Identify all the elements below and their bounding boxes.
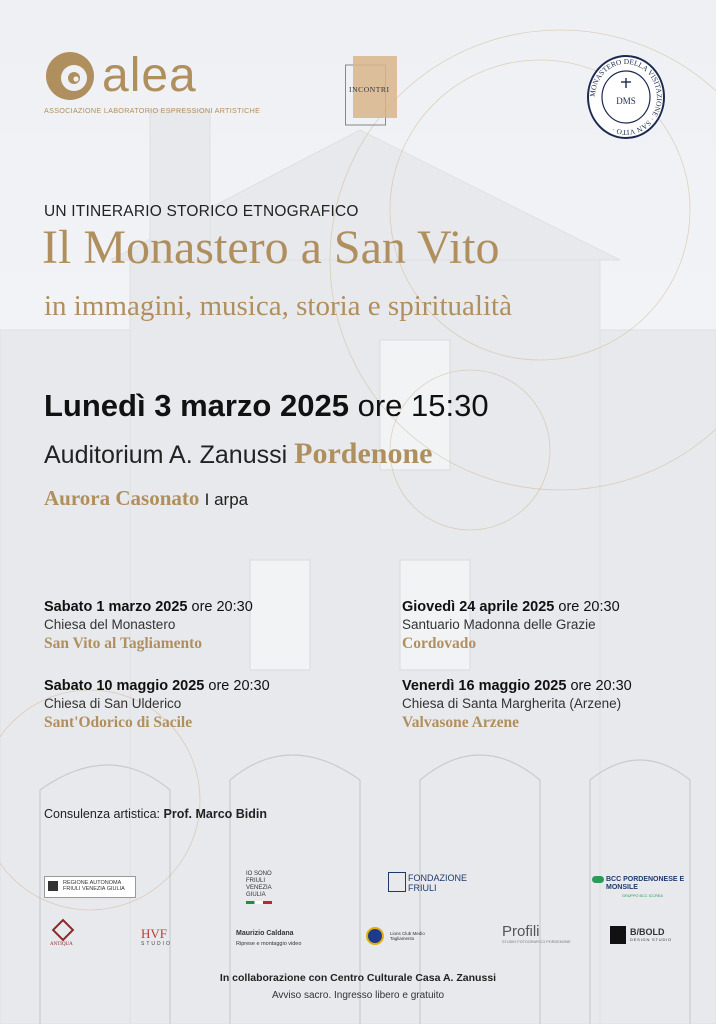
event-date: Sabato 10 maggio 2025 (44, 678, 205, 694)
performer-line (44, 486, 248, 511)
lions-emblem-icon (366, 927, 384, 945)
bold-logo-icon (610, 926, 626, 944)
event-city: Sant'Odorico di Sacile (44, 714, 193, 731)
event-place: Chiesa di Santa Margherita (Arzene) (402, 696, 622, 711)
monastery-seal (586, 54, 666, 140)
main-event-venue: Auditorium A. Zanussi (44, 441, 288, 469)
consultancy-label: Consulenza artistica: (44, 807, 161, 821)
caldana-name: Maurizio Caldana (236, 930, 294, 937)
performer-name: Aurora Casonato (44, 486, 200, 510)
sponsor-hvf (141, 927, 181, 948)
sponsor-profili (502, 923, 572, 945)
event-date: Sabato 1 marzo 2025 (44, 599, 188, 615)
performer-role: I arpa (204, 490, 249, 509)
consultancy-name: Prof. Marco Bidin (163, 807, 267, 821)
profili-label: Profili (502, 923, 540, 940)
consultancy (44, 807, 267, 821)
sponsor-regione (44, 876, 136, 898)
event-place: Santuario Madonna delle Grazie (402, 617, 596, 632)
event-item (402, 599, 716, 653)
event-item (44, 599, 364, 653)
seal-center-text: DMS (616, 96, 636, 106)
hvf-label: HVF (141, 926, 168, 941)
title: Il Monastero a San Vito (42, 221, 500, 274)
hvf-sub: STUDIO (141, 940, 172, 947)
event-city: Valvasone Arzene (402, 714, 519, 731)
event-place: Chiesa del Monastero (44, 617, 176, 632)
event-time: ore 20:30 (558, 599, 620, 615)
event-time: ore 20:30 (208, 678, 270, 694)
subtitle: in immagini, musica, storia e spiritualità (44, 290, 512, 322)
event-date: Giovedì 24 aprile 2025 (402, 599, 555, 615)
event-time: ore 20:30 (570, 678, 632, 694)
alea-wordmark: alea (102, 49, 197, 102)
event-time: ore 20:30 (191, 599, 253, 615)
main-event-datetime (44, 388, 489, 424)
event-city: San Vito al Tagliamento (44, 635, 203, 652)
caldana-role: Riprese e montaggio video (236, 941, 302, 948)
event-city: Cordovado (402, 635, 477, 652)
bcc-label: BCC PORDENONESE E MONSILE (606, 876, 685, 892)
kicker: UN ITINERARIO STORICO ETNOGRAFICO (44, 203, 359, 220)
main-event-time: ore 15:30 (357, 388, 489, 423)
collaboration-note: In collaborazione con Centro Culturale Casa A. Zanussi (219, 972, 497, 984)
seal-ring-text: MONASTERO DELLA VISITAZIONE · SAN VITO · (587, 56, 665, 138)
event-date: Venerdì 16 maggio 2025 (402, 678, 567, 694)
incontri-logo (345, 56, 401, 126)
profili-sub: STUDIO FOTOGRAFICO PORDENONE (502, 940, 571, 945)
io-sono-label: IO SONO FRIULI VENEZIA GIULIA (246, 871, 272, 898)
sponsor-io-sono (246, 871, 286, 904)
main-event-city: Pordenone (294, 437, 433, 470)
main-event-venue-line (44, 437, 432, 471)
sponsor-caldana (236, 930, 346, 947)
event-item (44, 678, 364, 732)
flag-stripe-icon (246, 901, 272, 904)
lions-label: Lions Club Medio Tagliamento (390, 931, 425, 942)
fondazione-icon (388, 872, 406, 892)
bcc-logo-icon (592, 876, 604, 883)
main-event-date: Lunedì 3 marzo 2025 (44, 388, 349, 423)
alea-spiral-icon (44, 50, 96, 102)
antiqua-label: ANTIQUA (50, 942, 73, 947)
bold-sub: DESIGN STUDIO (630, 937, 672, 942)
alea-subtitle: ASSOCIAZIONE LABORATORIO ESPRESSIONI ARTISTICHE (44, 106, 261, 115)
fondazione-label: FONDAZIONE FRIULI (408, 873, 468, 894)
event-item (402, 678, 716, 732)
regione-eagle-icon (48, 881, 58, 891)
regione-label: REGIONE AUTONOMA FRIULI VENEZIA GIULIA (63, 880, 125, 893)
alea-logo (44, 48, 261, 122)
bold-label: B/BOLD (630, 927, 665, 937)
incontri-label: INCONTRI (349, 85, 390, 94)
bcc-sub: GRUPPO BCC ICCREA (622, 894, 663, 898)
entry-notice: Avviso sacro. Ingresso libero e gratuito (271, 990, 445, 1001)
event-place: Chiesa di San Ulderico (44, 696, 182, 711)
